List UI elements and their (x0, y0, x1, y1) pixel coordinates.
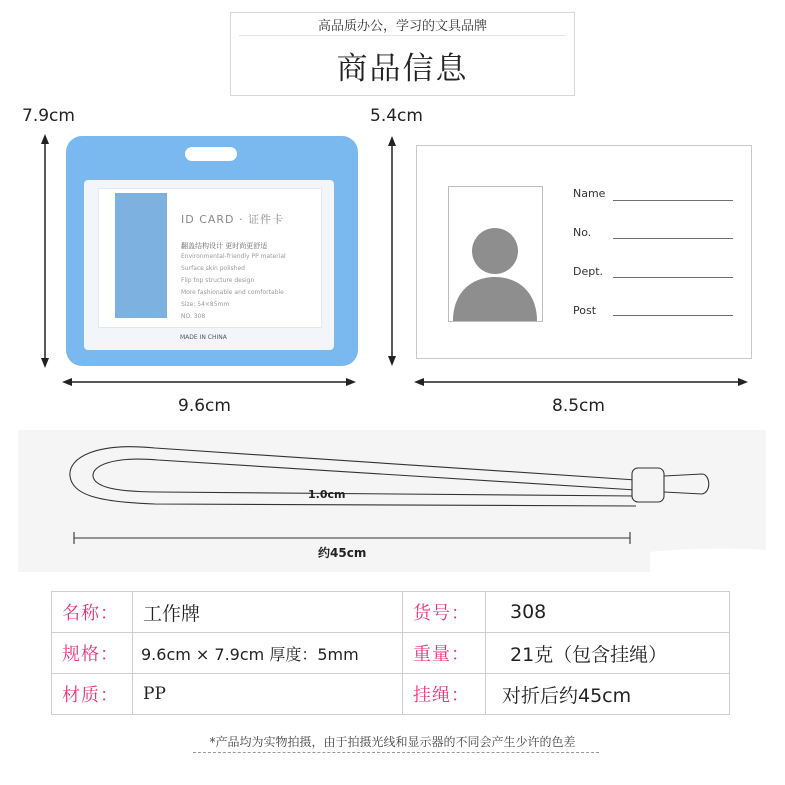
holder-height-label: 7.9cm (22, 106, 75, 126)
lanyard-outline (70, 447, 636, 506)
lanyard-slot (185, 147, 237, 161)
spec-label: 货号： (403, 592, 486, 633)
panel-corner-cut (650, 549, 766, 572)
lanyard-diagram (0, 430, 785, 572)
lanyard-inner-outline (93, 459, 636, 496)
insert-card-line: More fashionable and comfortable (181, 289, 284, 296)
dept-field-line (613, 277, 733, 278)
spec-value: 308 (486, 592, 730, 633)
spec-table (51, 591, 730, 715)
insert-card-line: Environmental-friendly PP material (181, 253, 286, 260)
holder-window (84, 180, 334, 350)
badge-holder-image (66, 136, 358, 366)
spec-value: 21克（包含挂绳） (486, 633, 730, 674)
made-in-label: MADE IN CHINA (180, 334, 227, 341)
name-field-label: Name (573, 187, 606, 200)
post-field-label: Post (573, 304, 597, 317)
no-field-line (613, 238, 733, 239)
header-subtitle: 高品质办公，学习的文具品牌 (317, 19, 487, 34)
dept-field-label: Dept. (573, 265, 604, 278)
page-title: 商品信息 (336, 51, 469, 87)
strap-length-label: 约45cm (318, 546, 367, 560)
insert-card-title: ID CARD · 证件卡 (181, 213, 285, 226)
name-field-line (613, 200, 733, 201)
holder-width-label: 9.6cm (178, 396, 231, 416)
spec-label: 名称： (52, 592, 133, 633)
spec-value: 工作牌 (133, 592, 403, 633)
card-height-label: 5.4cm (370, 106, 423, 126)
insert-color-strip (115, 193, 167, 318)
spec-label: 规格： (52, 633, 133, 674)
spec-label: 重量： (403, 633, 486, 674)
card-width-label: 8.5cm (552, 396, 605, 416)
lanyard-clip (664, 474, 709, 494)
spec-label: 材质： (52, 674, 133, 715)
person-silhouette-icon (449, 187, 542, 321)
table-row (52, 633, 730, 674)
spec-value: PP (133, 674, 403, 715)
post-field-line (613, 315, 733, 316)
footnote-divider (193, 752, 599, 753)
spec-value: 对折后约45cm (486, 674, 730, 715)
insert-card-line: Surface skin polished (181, 265, 245, 272)
table-row (52, 674, 730, 715)
insert-card-line: NO. 308 (181, 313, 206, 320)
insert-card-line: Size: 54×85mm (181, 301, 230, 308)
id-card-template (416, 145, 752, 359)
table-row (52, 592, 730, 633)
strap-width-label: 1.0cm (308, 488, 346, 501)
insert-card-line: Flip top structure design (181, 277, 255, 284)
photo-placeholder (448, 186, 543, 322)
spec-label: 挂绳： (403, 674, 486, 715)
insert-card-line: 翻盖结构设计 更时尚更舒适 (181, 242, 268, 250)
no-field-label: No. (573, 226, 592, 239)
lanyard-buckle (632, 468, 664, 502)
spec-value: 9.6cm × 7.9cm 厚度：5mm (133, 633, 403, 674)
footnote: *产品均为实物拍摄，由于拍摄光线和显示器的不同会产生少许的色差 (209, 735, 576, 749)
insert-card (98, 188, 322, 328)
